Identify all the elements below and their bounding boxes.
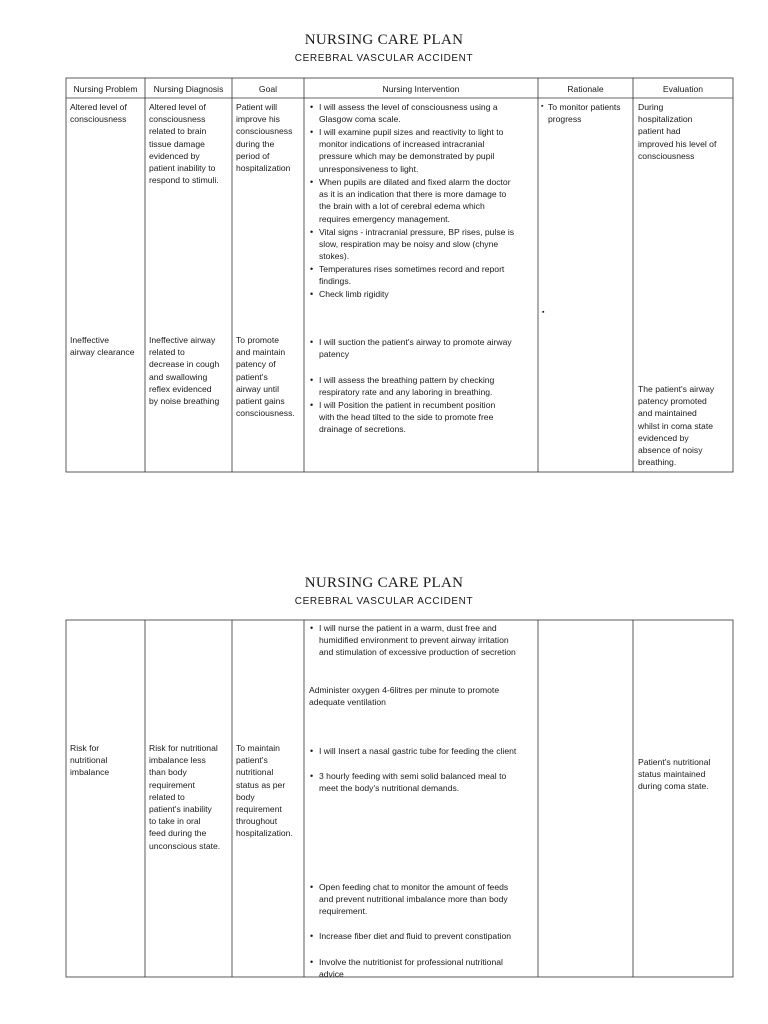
bullet-icon: • bbox=[310, 375, 314, 385]
evaluation-cell: During hospitalization patient had improved his level of consciousness bbox=[638, 102, 717, 161]
oxygen-instruction: Administer oxygen 4-6litres per minute to promote adequate ventilation bbox=[309, 685, 500, 708]
bullet-icon: • bbox=[310, 289, 314, 299]
page-subtitle: CEREBRAL VASCULAR ACCIDENT bbox=[294, 596, 474, 607]
goal-cell: To promote and maintain patency of patient's airway until patient gains consciousness. bbox=[236, 335, 295, 419]
header-nursing-diagnosis: Nursing Diagnosis bbox=[153, 84, 224, 94]
bullet-icon: • bbox=[310, 337, 314, 347]
page-subtitle: CEREBRAL VASCULAR ACCIDENT bbox=[294, 53, 474, 64]
bullet-icon: • bbox=[310, 882, 314, 892]
intervention-item: • I will Position the patient in recumbent position with the head tilted to the side to promote free drainage of secretions. bbox=[310, 400, 496, 435]
intervention-item: • I will Insert a nasal gastric tube for feeding the client bbox=[310, 746, 517, 756]
problem-cell: Ineffective airway clearance bbox=[70, 335, 135, 358]
bullet-icon: • bbox=[310, 746, 314, 756]
bullet-icon: • bbox=[310, 227, 314, 237]
intervention-item: • I will nurse the patient in a warm, dust free and humidified environment to prevent airway irritation and stimulation of excessive production of secretion bbox=[310, 623, 516, 658]
bullet-icon: • bbox=[310, 400, 314, 410]
problem-cell: Altered level of consciousness bbox=[70, 102, 127, 125]
problem-cell: Risk for nutritional imbalance bbox=[70, 743, 110, 778]
evaluation-cell: The patient's airway patency promoted and maintained whilst in coma state evidenced by absence of noisy breathing. bbox=[638, 384, 715, 468]
goal-cell: Patient will improve his consciousness during the period of hospitalization bbox=[236, 102, 293, 174]
intervention-item: • I will assess the level of consciousness using a Glasgow coma scale. bbox=[310, 102, 498, 125]
header-nursing-problem: Nursing Problem bbox=[73, 84, 138, 94]
square-bullet-icon: ▪ bbox=[542, 309, 545, 316]
intervention-item: • I will suction the patient's airway to promote airway patency bbox=[310, 337, 512, 360]
bullet-icon: • bbox=[310, 957, 314, 967]
header-goal: Goal bbox=[258, 84, 278, 94]
page-title: NURSING CARE PLAN bbox=[304, 575, 464, 591]
intervention-item: • Vital signs - intracranial pressure, BP rises, pulse is slow, respiration may be noisy and slow (chyne stokes). bbox=[310, 227, 515, 262]
intervention-item: • I will assess the breathing pattern by checking respiratory rate and any laboring in breathing. bbox=[310, 375, 495, 398]
diagnosis-cell: Ineffective airway related to decrease in cough and swallowing reflex evidenced by noise breathing bbox=[149, 335, 220, 407]
header-nursing-intervention: Nursing Intervention bbox=[382, 84, 460, 94]
goal-cell: To maintain patient's nutritional status as per body requirement throughout hospitalization. bbox=[236, 743, 293, 839]
intervention-item: • Increase fiber diet and fluid to prevent constipation bbox=[310, 931, 512, 941]
intervention-item: • When pupils are dilated and fixed alarm the doctor as it is an indication that there is more damage to the brain with a lot of cerebral edema which requires emergency management. bbox=[310, 177, 511, 224]
bullet-icon: • bbox=[310, 771, 314, 781]
bullet-icon: • bbox=[310, 102, 314, 112]
diagnosis-cell: Altered level of consciousness related to brain tissue damage evidenced by patient inability to respond to stimuli. bbox=[149, 102, 219, 186]
header-rationale: Rationale bbox=[567, 84, 604, 94]
header-evaluation: Evaluation bbox=[662, 84, 704, 94]
bullet-icon: • bbox=[310, 264, 314, 274]
intervention-item: • Open feeding chat to monitor the amount of feeds and prevent nutritional imbalance more than body requirement. bbox=[310, 882, 509, 917]
intervention-item: • I will examine pupil sizes and reactivity to light to monitor indications of increased intracranial pressure which may be demonstrated by pupil unresponsiveness to light. bbox=[310, 127, 504, 174]
bullet-icon: • bbox=[310, 177, 314, 187]
page-title: NURSING CARE PLAN bbox=[304, 32, 464, 48]
bullet-icon: • bbox=[310, 931, 314, 941]
rationale-cell: ▪ To monitor patients progress bbox=[541, 102, 621, 125]
intervention-item: • Temperatures rises sometimes record and report findings. bbox=[310, 264, 505, 287]
diagnosis-cell: Risk for nutritional imbalance less than body requirement related to patient's inability to take in oral feed during the unconscious state. bbox=[149, 743, 221, 851]
bullet-icon: • bbox=[310, 623, 314, 633]
intervention-item: • 3 hourly feeding with semi solid balanced meal to meet the body's nutritional demands. bbox=[310, 771, 507, 794]
square-bullet-icon: ▪ bbox=[541, 103, 544, 110]
intervention-item: • Check limb rigidity bbox=[310, 289, 389, 299]
intervention-item: • Involve the nutritionist for professional nutritional advice bbox=[310, 957, 503, 980]
bullet-icon: • bbox=[310, 127, 314, 137]
evaluation-cell: Patient's nutritional status maintained during coma state. bbox=[638, 757, 711, 792]
